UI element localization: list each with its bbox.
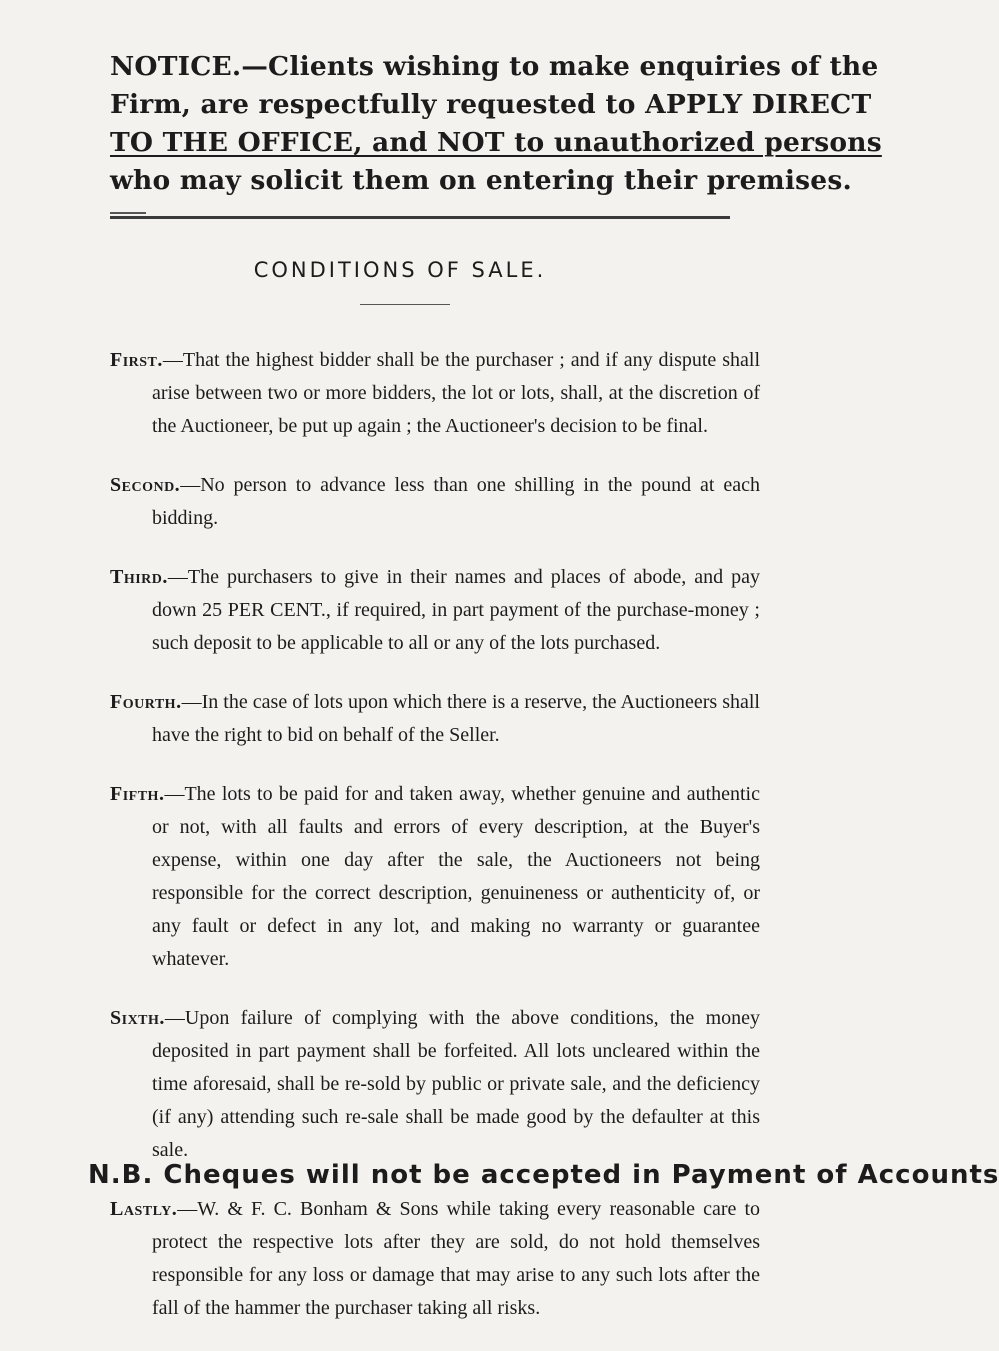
divider [110, 216, 730, 219]
condition-third [110, 561, 760, 660]
condition-text: —The lots to be paid for and taken away, whether genuine and authentic or not, with all faults and errors of every description, at the Buyer's expense, within one day after the sale, the Auctioneers not being responsible for the correct description, genuineness or authenticity of, or any fault or defect in any lot, and making no warranty or guarantee whatever. [152, 783, 760, 970]
condition-first [110, 344, 760, 443]
condition-fifth [110, 778, 760, 976]
conditions-heading: CONDITIONS OF SALE. [253, 258, 547, 282]
condition-second [110, 469, 760, 535]
condition-lastly [110, 1193, 760, 1325]
condition-text: —No person to advance less than one shilling in the pound at each bidding. [152, 474, 760, 529]
condition-text: —Upon failure of complying with the above conditions, the money deposited in part payment shall be forfeited. All lots uncleared within the time aforesaid, shall be re-sold by public or private sale, and the deficiency (if any) attending such re-sale shall be made good by the defaulter at this sale. [152, 1007, 760, 1161]
condition-text: —The purchasers to give in their names and places of abode, and pay down 25 PER CENT., if required, in part payment of the purchase-money ; such deposit to be applicable to all or any of the lots purchased. [152, 566, 760, 654]
condition-ordinal: Sixth. [110, 1007, 165, 1029]
condition-text: —In the case of lots upon which there is a reserve, the Auctioneers shall have the right to bid on behalf of the Seller. [152, 691, 760, 746]
condition-ordinal: Third. [110, 566, 168, 588]
cheques-note: N.B. Cheques will not be accepted in Payment of Accounts [88, 1160, 999, 1190]
notice-line-1: NOTICE.—Clients wishing to make enquiries of the [110, 51, 879, 82]
heading-underline [360, 304, 450, 305]
condition-ordinal: Second. [110, 474, 181, 496]
notice-block [110, 48, 882, 200]
notice-line-2: Firm, are respectfully requested to APPLY DIRECT [110, 89, 872, 120]
condition-sixth [110, 1002, 760, 1167]
condition-ordinal: Fourth. [110, 691, 182, 713]
condition-text: —That the highest bidder shall be the purchaser ; and if any dispute shall arise between two or more bidders, the lot or lots, shall, at the discretion of the Auctioneer, be put up again ; the Auctioneer's decision to be final. [152, 349, 760, 437]
condition-ordinal: First. [110, 349, 163, 371]
condition-ordinal: Fifth. [110, 783, 165, 805]
condition-ordinal: Lastly. [110, 1198, 178, 1220]
notice-line-4: who may solicit them on entering their premises. [110, 165, 852, 196]
conditions-list [110, 344, 760, 1351]
condition-text: —W. & F. C. Bonham & Sons while taking every reasonable care to protect the respective lots after they are sold, do not hold themselves responsible for any loss or damage that may arise to any such lots after the fall of the hammer the purchaser taking all risks. [152, 1198, 760, 1319]
notice-line-3: TO THE OFFICE, and NOT to unauthorized persons [110, 127, 882, 158]
divider-tick [110, 212, 146, 214]
condition-fourth [110, 686, 760, 752]
